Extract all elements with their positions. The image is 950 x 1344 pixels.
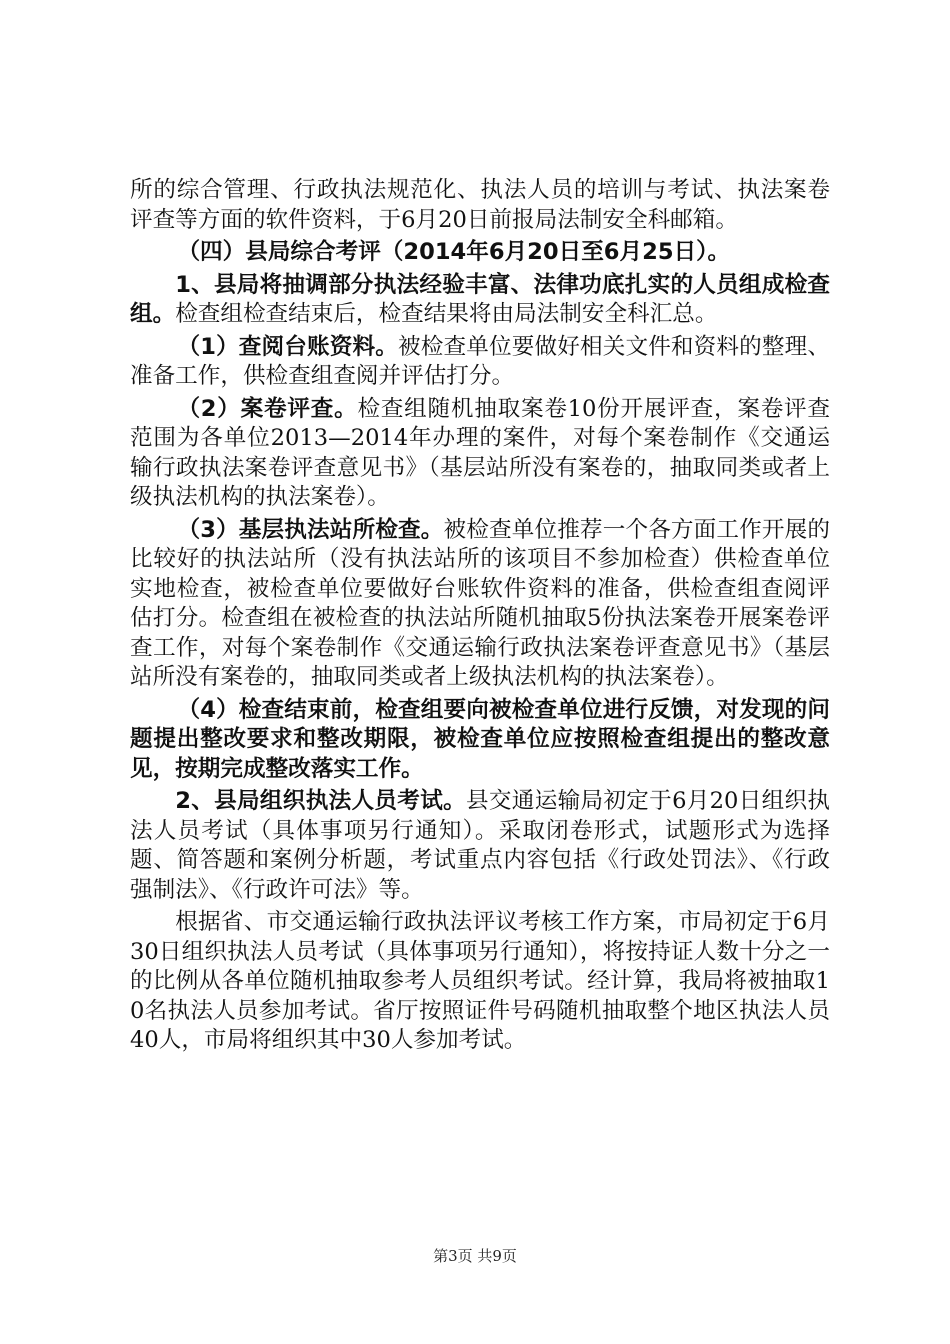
sub-item-3	[130, 516, 830, 693]
sub-item-4: （4）检查结束前，检查组要向被检查单位进行反馈，对发现的问题提出整改要求和整改期限，被检查单位应按照检查组提出的整改意见，按期完成整改落实工作。	[130, 696, 830, 782]
sub-item-3-text: 被检查单位推荐一个各方面工作开展的比较好的执法站所（没有执法站所的该项目不参加检查）供检查单位实地检查，被检查单位要做好台账软件资料的准备，供检查组查阅评估打分。检查组在被检查的执法站所随机抽取5份执法案卷开展案卷评查工作，对每个案卷制作《交通运输行政执法案卷评查意见书》（基层站所没有案卷的，抽取同类或者上级执法机构的执法案卷）。	[130, 516, 830, 690]
item-2-lead: 2、县局组织执法人员考试。	[175, 788, 466, 814]
item-2	[130, 787, 830, 905]
sub-item-3-lead: （3）基层执法站所检查。	[177, 516, 444, 543]
section-heading-4: （四）县局综合考评（2014年6月20日至6月25日）。	[177, 239, 731, 265]
sub-item-2	[130, 395, 830, 513]
item-1	[130, 271, 830, 330]
sub-item-2-text: 检查组随机抽取案卷10份开展评查，案卷评查范围为各单位2013—2014年办理的案件，对每个案卷制作《交通运输行政执法案卷评查意见书》（基层站所没有案卷的，抽取同类或者上级执法机构的执法案卷）。	[130, 395, 830, 510]
item-1-lead: 1、县局将抽调部分执法经验丰富、法律功底扎实的人员组成检查组。	[130, 271, 830, 327]
sub-item-1-text: 被检查单位要做好相关文件和资料的整理、准备工作，供检查组查阅并评估打分。	[130, 333, 830, 389]
sub-item-1	[130, 333, 830, 392]
document-body	[130, 176, 830, 1056]
paragraph-final: 根据省、市交通运输行政执法评议考核工作方案，市局初定于6月30日组织执法人员考试（具体事项另行通知），将按持证人数十分之一的比例从各单位随机抽取参考人员组织考试。经计算，我局将被抽取10名执法人员参加考试。省厅按照证件号码随机抽取整个地区执法人员40人，市局将组织其中30人参加考试。	[130, 909, 830, 1053]
paragraph-continuation: 所的综合管理、行政执法规范化、执法人员的培训与考试、执法案卷评查等方面的软件资料，于6月20日前报局法制安全科邮箱。	[130, 177, 830, 233]
item-1-text: 检查组检查结束后，检查结果将由局法制安全科汇总。	[175, 301, 718, 327]
sub-item-1-lead: （1）查阅台账资料。	[177, 333, 399, 360]
item-2-text: 县交通运输局初定于6月20日组织执法人员考试（具体事项另行通知）。采取闭卷形式，试题形式为选择题、简答题和案例分析题，考试重点内容包括《行政处罚法》、《行政强制法》、《行政许可法》等。	[130, 788, 830, 903]
page-number-footer: 第3页 共9页	[433, 1247, 517, 1265]
sub-item-2-lead: （2）案卷评查。	[177, 395, 358, 422]
